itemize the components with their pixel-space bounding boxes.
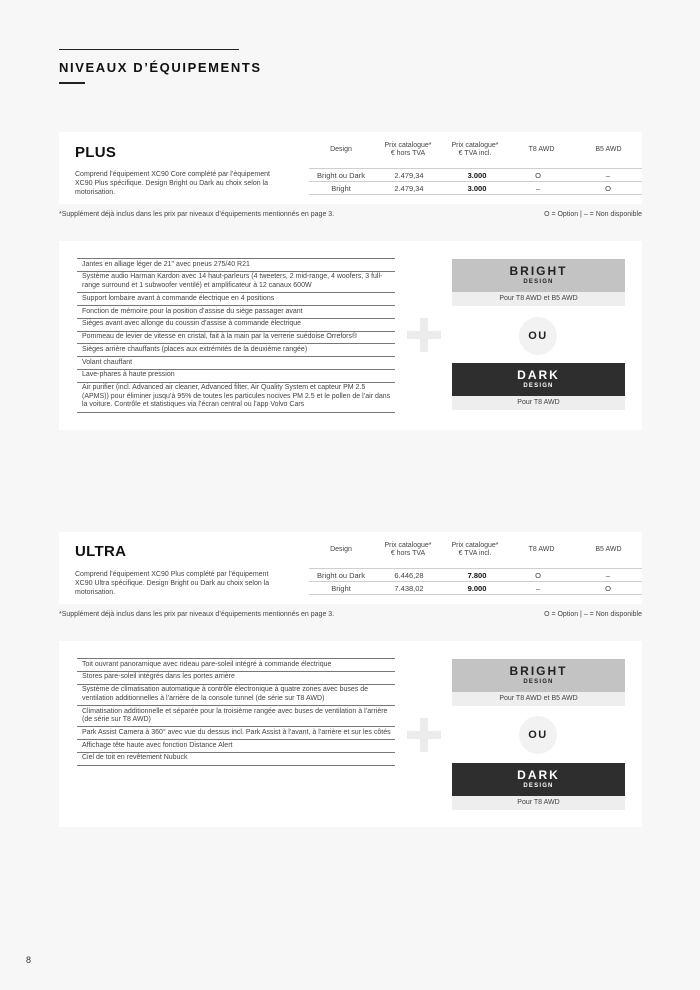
list-item: Système de climatisation automatique à contrôle électronique à quatre zones avec buses de ventilation additionnelles à l’arrière de la console tunnel (de série sur T8 AWD) <box>77 684 395 705</box>
col-price-excl: Prix catalogue* € hors TVA <box>384 542 432 557</box>
list-item: Climatisation additionnelle et séparée pour la troisième rangée avec buses de ventilation à l’arrière (de série sur T8 AWD) <box>77 705 395 726</box>
bright-label: BRIGHT <box>509 264 568 278</box>
page-number: 8 <box>26 955 32 965</box>
design-label: DESIGN <box>523 383 554 389</box>
dark-label: DARK <box>517 368 560 382</box>
bright-design-option <box>452 259 625 306</box>
list-item: Jantes en alliage léger de 21" avec pneus 275/40 R21 <box>77 258 395 271</box>
col-price-incl: Prix catalogue* € TVA incl. <box>451 542 499 557</box>
bright-label: BRIGHT <box>509 664 568 678</box>
list-item: Ciel de toit en revêtement Nubuck <box>77 752 395 766</box>
dark-availability: Pour T8 AWD <box>452 396 625 410</box>
col-price-excl: Prix catalogue* € hors TVA <box>384 142 432 157</box>
dark-label: DARK <box>517 768 560 782</box>
list-item: Toit ouvrant panoramique avec rideau pare-soleil intégré à commande électrique <box>77 658 395 671</box>
or-badge: OU <box>519 317 557 355</box>
ultra-title: ULTRA <box>75 543 127 560</box>
row-divider <box>309 194 642 195</box>
plus-footnote: *Supplément déjà inclus dans les prix par niveaux d’équipements mentionnés en page 3. <box>59 211 335 218</box>
list-item: Volant chauffant <box>77 356 395 369</box>
plus-feature-list <box>77 258 395 413</box>
list-item: Air purifier (incl. Advanced air cleaner, Advanced filter, Air Quality System et capteur PM 2.5 (APMS)) pour éliminer jusqu’à 95% de toutes les particules nocives PM 2.5 et le pollen de l’air dans la voiture. Contrôle et statistiques via l’écran central ou l’app Volvo Cars <box>77 382 395 413</box>
dark-design-option <box>452 363 625 410</box>
dark-availability: Pour T8 AWD <box>452 796 625 810</box>
table-row: Bright ou Dark 6.446,28 7.800 O – <box>317 571 611 580</box>
plus-price-box <box>59 132 642 204</box>
bright-availability: Pour T8 AWD et B5 AWD <box>452 692 625 706</box>
list-item: Sièges arrière chauffants (places aux extrémités de la deuxième rangée) <box>77 343 395 356</box>
dark-design-option <box>452 763 625 810</box>
ultra-features-box <box>59 641 642 827</box>
list-item: Système audio Harman Kardon avec 14 haut-parleurs (4 tweeters, 2 mid-range, 4 woofers, 3 full-range surround et 1 subwoofer ventilé) et amplificateur à 12 canaux 600W <box>77 271 395 292</box>
design-label: DESIGN <box>523 783 554 789</box>
ultra-feature-list <box>77 658 395 766</box>
list-item: Sièges avant avec allonge du coussin d’assise à commande électrique <box>77 318 395 331</box>
design-label: DESIGN <box>523 679 554 685</box>
plus-icon <box>407 718 441 752</box>
plus-title: PLUS <box>75 144 117 161</box>
list-item: Support lombaire avant à commande électrique en 4 positions <box>77 292 395 305</box>
col-t8: T8 AWD <box>528 146 555 153</box>
col-price-incl: Prix catalogue* € TVA incl. <box>451 142 499 157</box>
table-row: Bright 2.479,34 3.000 – O <box>331 184 611 193</box>
plus-description: Comprend l’équipement XC90 Core complété par l’équipement XC90 Plus spécifique. Design Bright ou Dark au choix selon la motorisation. <box>75 171 270 196</box>
ultra-footnote: *Supplément déjà inclus dans les prix par niveaux d’équipements mentionnés en page 3. <box>59 611 335 618</box>
plus-legend: O = Option | – = Non disponible <box>544 211 642 218</box>
ultra-price-box <box>59 532 642 604</box>
table-row: Bright ou Dark 2.479,34 3.000 O – <box>317 171 611 180</box>
design-label: DESIGN <box>523 279 554 285</box>
bright-availability: Pour T8 AWD et B5 AWD <box>452 292 625 306</box>
heading-underline <box>59 82 85 84</box>
top-rule <box>59 49 239 50</box>
list-item: Stores pare-soleil intégrés dans les portes arrière <box>77 671 395 684</box>
list-item: Affichage tête haute avec fonction Distance Alert <box>77 739 395 752</box>
ultra-legend: O = Option | – = Non disponible <box>544 611 642 618</box>
or-badge: OU <box>519 716 557 754</box>
plus-icon <box>407 318 441 352</box>
col-b5: B5 AWD <box>595 546 622 553</box>
col-b5: B5 AWD <box>595 146 622 153</box>
ultra-description: Comprend l’équipement XC90 Plus complété par l’équipement XC90 Ultra spécifique. Design Bright ou Dark au choix selon la motorisation. <box>75 571 270 596</box>
bright-design-option <box>452 659 625 706</box>
list-item: Fonction de mémoire pour la position d’assise du siège passager avant <box>77 305 395 318</box>
col-t8: T8 AWD <box>528 546 555 553</box>
plus-features-box <box>59 241 642 430</box>
list-item: Lave-phares à haute pression <box>77 369 395 382</box>
row-divider <box>309 594 642 595</box>
page-heading: NIVEAUX D’ÉQUIPEMENTS <box>59 60 262 75</box>
list-item: Pommeau de levier de vitesse en cristal, fait à la main par la verrerie suédoise Orrefors® <box>77 331 395 344</box>
col-design: Design <box>330 146 352 153</box>
col-design: Design <box>330 546 352 553</box>
list-item: Park Assist Camera à 360° avec vue du dessus incl. Park Assist à l’avant, à l’arrière et sur les côtés <box>77 726 395 739</box>
table-row: Bright 7.438,02 9.000 – O <box>331 584 611 593</box>
